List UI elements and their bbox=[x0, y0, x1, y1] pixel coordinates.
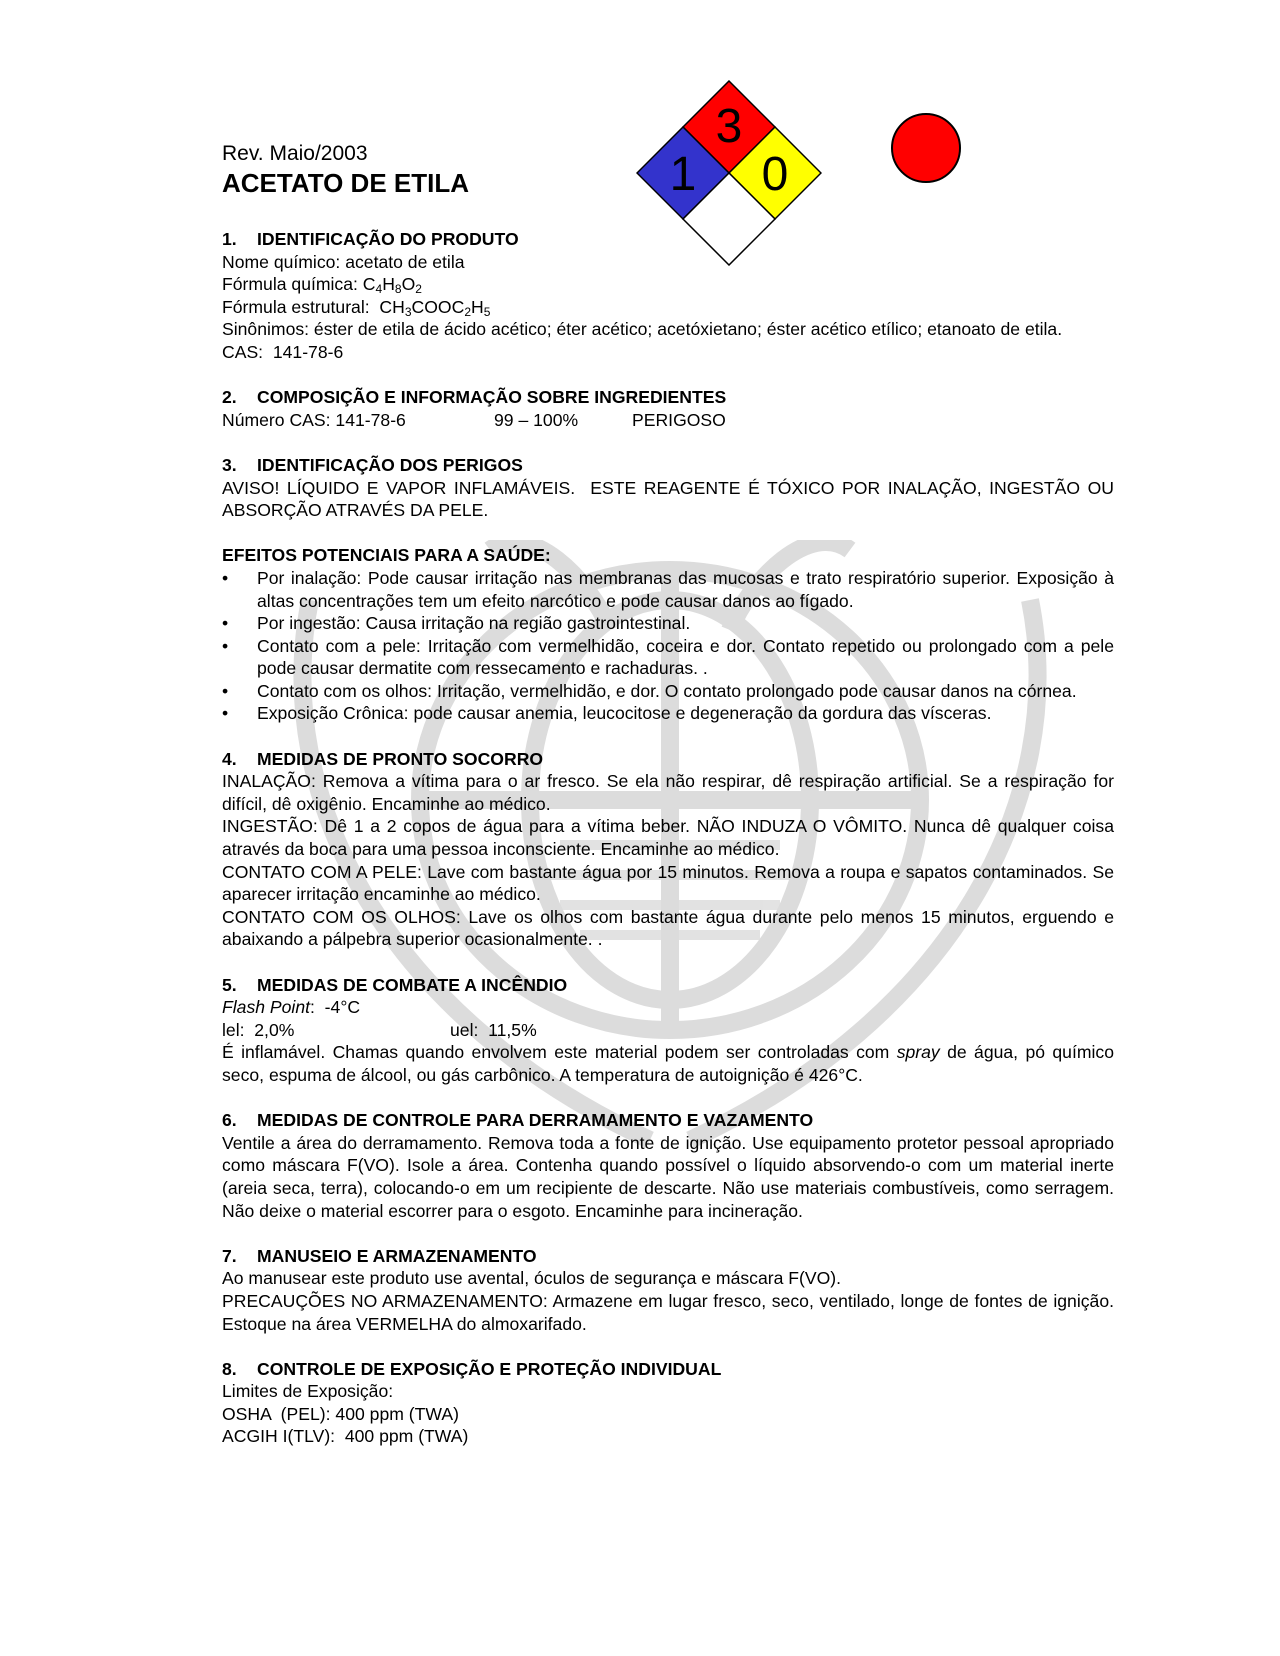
composition-row: Número CAS: 141-78-6 99 – 100% PERIGOSO bbox=[222, 409, 726, 430]
list-item: • Contato com a pele: Irritação com vermelhidão, coceira e dor. Contato repetido ou prolongado com a pele pode causar dermatite com ressecamento e rachaduras. . bbox=[222, 635, 1114, 680]
reactivity-rating: 0 bbox=[761, 148, 789, 201]
section-composition bbox=[222, 386, 1114, 431]
chemical-formula: Fórmula química: $C_4H_8O_2$ bbox=[222, 274, 422, 297]
synonyms: Sinônimos: éster de etila de ácido acético; éter acético; acetóxietano; éster acético etílico; etanoato de etila. bbox=[222, 319, 1063, 340]
section-heading: 4. MEDIDAS DE PRONTO SOCORRO bbox=[222, 748, 544, 769]
list-item: • Contato com os olhos: Irritação, vermelhidão, e dor. O contato prolongado pode causar danos na córnea. bbox=[222, 680, 1114, 703]
nfpa-hazard-diamond bbox=[636, 80, 822, 266]
section-heading: 3. IDENTIFICAÇÃO DOS PERIGOS bbox=[222, 454, 523, 475]
list-item: • Por inalação: Pode causar irritação nas membranas das mucosas e trato respiratório superior. Exposição à altas concentrações tem um efeito narcótico e pode causar danos ao fígado. bbox=[222, 567, 1114, 612]
chemical-name: Nome químico: acetato de etila bbox=[222, 251, 465, 272]
storage-color-indicator-icon bbox=[891, 113, 961, 183]
revision-date: Rev. Maio/2003 bbox=[222, 142, 368, 165]
first-aid-skin: CONTATO COM A PELE: Lave com bastante água por 15 minutos. Remova a roupa e sapatos contaminados. Se aparecer irritação encaminhe ao médico. bbox=[222, 861, 1114, 905]
spill-control-text: Ventile a área do derramamento. Remova toda a fonte de ignição. Use equipamento protetor pessoal apropriado como máscara F(VO). Isole a área. Contenha quando possível o líquido absorvendo-o com um material inerte (areia seca, terra), colocando-o em um recipiente de descarte. Não use materiais combustíveis, como serragem. Não deixe o material escorrer para o esgoto. Encaminhe para incineração. bbox=[222, 1132, 1114, 1221]
section-heading: 2. COMPOSIÇÃO E INFORMAÇÃO SOBRE INGREDIENTES bbox=[222, 387, 727, 408]
section-exposure-control bbox=[222, 1358, 1114, 1448]
document-title: ACETATO DE ETILA bbox=[222, 168, 469, 198]
storage-text: PRECAUÇÕES NO ARMAZENAMENTO: Armazene em lugar fresco, seco, ventilado, longe de fontes de ignição. Estoque na área VERMELHA do almoxarifado. bbox=[222, 1290, 1114, 1334]
acgih-limit: ACGIH I(TLV): 400 ppm (TWA) bbox=[222, 1426, 469, 1447]
section-heading: 6. MEDIDAS DE CONTROLE PARA DERRAMAMENTO E VAZAMENTO bbox=[222, 1110, 814, 1131]
structural-formula: Fórmula estrutural: $CH_3COOC_2H_5$ bbox=[222, 296, 491, 319]
section-fire-fighting bbox=[222, 974, 1114, 1087]
flash-point: Flash Point: -4°C bbox=[222, 997, 361, 1018]
section-heading: 1. IDENTIFICAÇÃO DO PRODUTO bbox=[222, 229, 519, 249]
hazard-warning: AVISO! LÍQUIDO E VAPOR INFLAMÁVEIS. ESTE REAGENTE É TÓXICO POR INALAÇÃO, INGESTÃO OU ABSORÇÃO ATRAVÉS DA PELE. bbox=[222, 477, 1118, 521]
section-heading: 5. MEDIDAS DE COMBATE A INCÊNDIO bbox=[222, 974, 568, 995]
section-spill-control bbox=[222, 1109, 1114, 1222]
health-rating: 1 bbox=[669, 148, 697, 201]
exposure-limits-label: Limites de Exposição: bbox=[222, 1381, 394, 1402]
first-aid-ingestion: INGESTÃO: Dê 1 a 2 copos de água para a vítima beber. NÃO INDUZA O VÔMITO. Nunca dê qualquer coisa através da boca para uma pessoa inconsciente. Encaminhe ao médico. bbox=[222, 816, 1114, 860]
first-aid-inhalation: INALAÇÃO: Remova a vítima para o ar fresco. Se ela não respirar, dê respiração artificial. Se a respiração for difícil, dê oxigênio. Encaminhe ao médico. bbox=[222, 771, 1114, 814]
section-hazards bbox=[222, 454, 1118, 725]
fire-fighting-text: É inflamável. Chamas quando envolvem este material podem ser controladas com spray de água, pó químico seco, espuma de álcool, ou gás carbônico. A temperatura de autoignição é 426°C. bbox=[222, 1042, 1114, 1085]
osha-limit: OSHA (PEL): 400 ppm (TWA) bbox=[222, 1403, 459, 1424]
health-effects-heading: EFEITOS POTENCIAIS PARA A SAÚDE: bbox=[222, 545, 551, 566]
list-item: • Exposição Crônica: pode causar anemia, leucocitose e degeneração da gordura das vísceras. bbox=[222, 702, 1114, 725]
section-heading: 7. MANUSEIO E ARMAZENAMENTO bbox=[222, 1245, 537, 1266]
first-aid-eyes: CONTATO COM OS OLHOS: Lave os olhos com bastante água durante pelo menos 15 minutos, erguendo e abaixando a pálpebra superior ocasionalmente. . bbox=[222, 906, 1114, 950]
handling-text: Ao manusear este produto use avental, óculos de segurança e máscara F(VO). bbox=[222, 1268, 842, 1289]
flammability-rating: 3 bbox=[715, 100, 743, 153]
section-heading: 8. CONTROLE DE EXPOSIÇÃO E PROTEÇÃO INDIVIDUAL bbox=[222, 1358, 722, 1379]
section-handling-storage bbox=[222, 1245, 1114, 1335]
health-effects-list bbox=[222, 567, 1114, 725]
document-body bbox=[222, 228, 1118, 1448]
list-item: • Por ingestão: Causa irritação na região gastrointestinal. bbox=[222, 612, 1114, 635]
section-first-aid bbox=[222, 748, 1114, 951]
explosive-limits: lel: 2,0% uel: 11,5% bbox=[222, 1019, 537, 1040]
cas-number: CAS: 141-78-6 bbox=[222, 341, 344, 362]
